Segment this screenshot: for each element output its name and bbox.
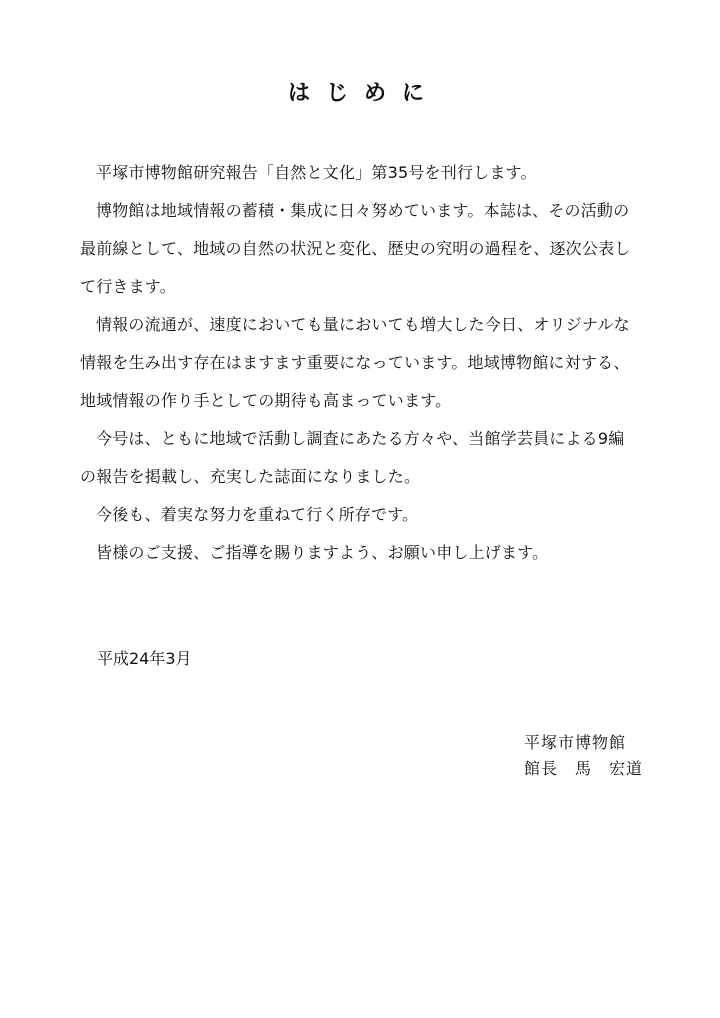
paragraph-6: 皆様のご支援、ご指導を賜りますよう、お願い申し上げます。 (96, 543, 549, 562)
paragraph-5: 今後も、着実な努力を重ねて行く所存です。 (96, 505, 419, 524)
preface-body (80, 154, 640, 572)
page-title: はじめに (287, 81, 440, 106)
signature-organization: 平塚市博物館 (524, 733, 627, 752)
publication-date: 平成24年3月 (97, 649, 192, 668)
signature-director: 館長 馬 宏道 (524, 759, 644, 778)
paragraph-1: 平塚市博物館研究報告「自然と文化」第35号を刊行します。 (96, 163, 537, 182)
paragraph-4: 今号は、ともに地域で活動し調査にあたる方々や、当館学芸員による9編の報告を掲載し、充実した誌面になりました。 (80, 429, 625, 486)
paragraph-2: 博物館は地域情報の蓄積・集成に日々努めています。本誌は、その活動の最前線として、地域の自然の状況と変化、歴史の究明の過程を、逐次公表して行きます。 (80, 201, 631, 296)
paragraph-3: 情報の流通が、速度においても量においても増大した今日、オリジナルな情報を生み出す存在はますます重要になっています。地域博物館に対する、地域情報の作り手としての期待も高まっています。 (80, 315, 630, 410)
signature-block (524, 730, 643, 782)
